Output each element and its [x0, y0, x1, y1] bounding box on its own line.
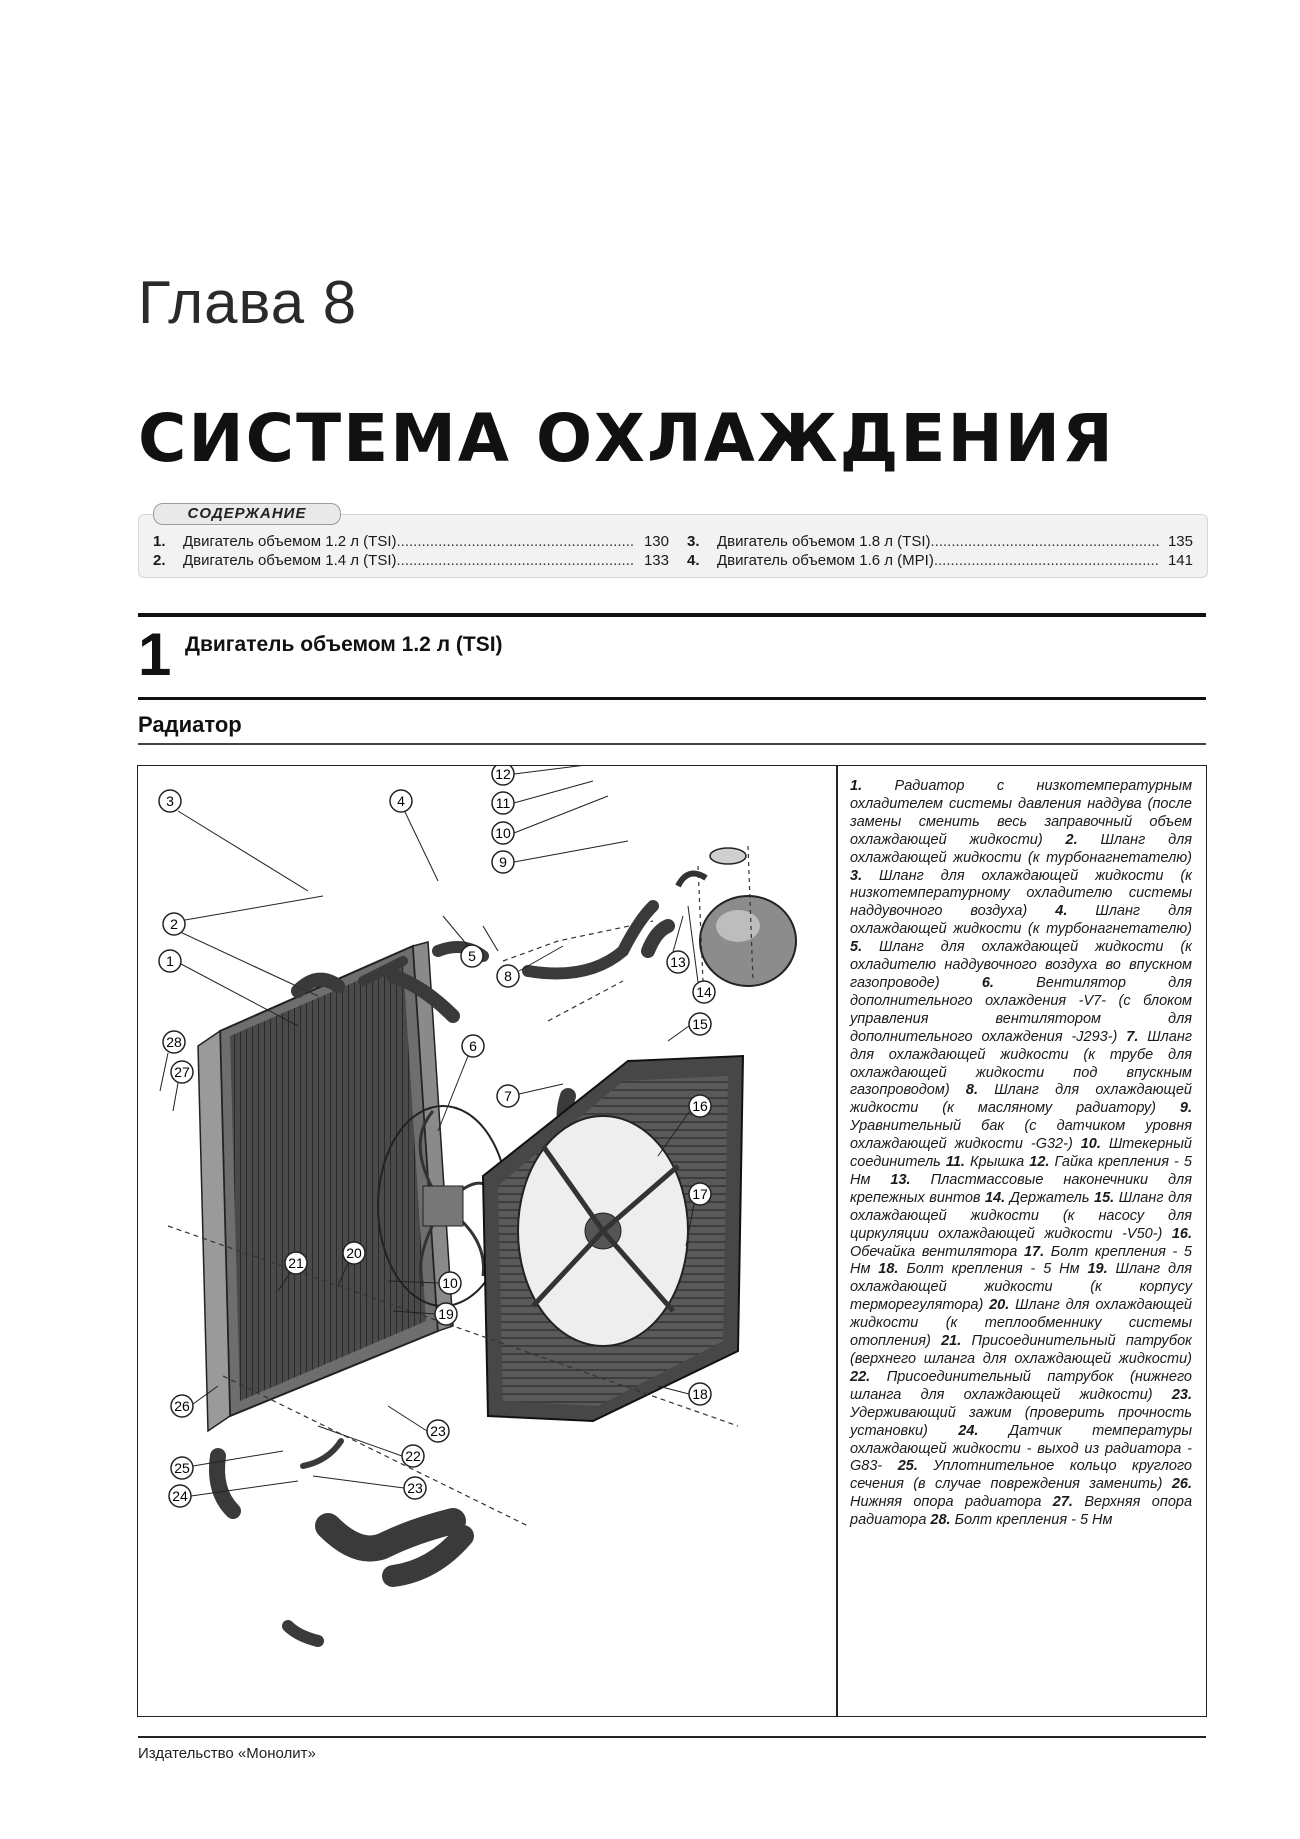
- legend-number: 13.: [890, 1171, 931, 1188]
- toc-entry-4[interactable]: 4. Двигатель объемом 1.6 л (MPI) ..... 141: [687, 552, 1193, 570]
- publisher-name: Издательство «Монолит»: [138, 1745, 316, 1762]
- legend-number: 8.: [965, 1082, 995, 1099]
- callout-2: [163, 896, 323, 935]
- legend-number: 2.: [1065, 831, 1101, 848]
- legend-number: 18.: [878, 1261, 907, 1278]
- svg-text:25: 25: [174, 1460, 190, 1476]
- legend-text: Шланг для охлаждающей жидкости (к масляному радиатору): [850, 1082, 1192, 1117]
- svg-text:20: 20: [346, 1245, 362, 1261]
- legend-number: 15.: [1094, 1189, 1119, 1206]
- legend-text: Шланг для охлаждающей жидкости (к насосу для циркуляции охлаждающей жидкости -V50-): [850, 1189, 1193, 1242]
- legend-text: Шланг для охлаждающей жидкости (к теплообменнику системы отопления): [850, 1297, 1192, 1350]
- svg-text:10: 10: [442, 1275, 458, 1291]
- legend-text: Присоединительный патрубок (верхнего шланга для охлаждающей жидкости): [850, 1333, 1193, 1367]
- legend-number: 14.: [985, 1189, 1010, 1206]
- svg-text:27: 27: [174, 1064, 190, 1080]
- legend-text: Пластмассовые наконечники для крепежных винтов: [850, 1171, 1192, 1206]
- callout-9: [492, 841, 628, 873]
- svg-text:11: 11: [495, 795, 511, 811]
- legend-number: 16.: [1171, 1225, 1192, 1242]
- callout-3: [159, 790, 308, 891]
- callout-4: [390, 790, 438, 881]
- svg-text:21: 21: [288, 1255, 304, 1271]
- figure-legend: [850, 778, 1192, 1530]
- legend-number: 10.: [1080, 1136, 1109, 1153]
- svg-text:24: 24: [172, 1488, 188, 1504]
- radiator-exploded-diagram: [138, 766, 835, 1714]
- legend-number: 22.: [850, 1368, 887, 1385]
- svg-text:18: 18: [692, 1386, 708, 1402]
- section-title: Двигатель объемом 1.2 л (TSI): [185, 633, 503, 656]
- callout-23a: [388, 1406, 449, 1442]
- legend-number: 9.: [1179, 1100, 1192, 1117]
- footer-rule: [138, 1736, 1206, 1738]
- callout-27: [171, 1061, 193, 1111]
- svg-text:16: 16: [692, 1098, 708, 1114]
- legend-number: 1.: [850, 778, 895, 794]
- legend-number: 20.: [989, 1297, 1016, 1314]
- svg-text:15: 15: [692, 1016, 708, 1032]
- svg-text:23: 23: [430, 1423, 446, 1439]
- section-rule-top: [138, 613, 1206, 617]
- legend-number: 21.: [941, 1333, 972, 1350]
- svg-text:9: 9: [499, 854, 507, 870]
- legend-number: 5.: [850, 939, 880, 956]
- svg-text:13: 13: [670, 954, 686, 970]
- callout-23b: [313, 1476, 426, 1499]
- legend-number: 11.: [945, 1154, 970, 1171]
- legend-text: Шланг для охлаждающей жидкости (к корпусу терморегулятора): [850, 1261, 1192, 1314]
- legend-text: Гайка крепления - 5 Нм: [850, 1154, 1192, 1188]
- legend-number: 6.: [981, 974, 1037, 991]
- legend-text: Крышка: [970, 1154, 1030, 1171]
- legend-number: 4.: [1055, 903, 1096, 920]
- svg-text:19: 19: [438, 1306, 454, 1322]
- legend-text: Удерживающий зажим (проверить прочность установки): [850, 1404, 1192, 1439]
- subsection-title: Радиатор: [138, 712, 242, 737]
- callout-12: [492, 766, 618, 785]
- legend-text: Уплотнительное кольцо круглого сечения (в случае повреждения заменить): [850, 1458, 1192, 1493]
- legend-text: Присоединительный патрубок (нижнего шланга для охлаждающей жидкости): [850, 1368, 1192, 1403]
- svg-text:6: 6: [469, 1038, 477, 1054]
- svg-text:8: 8: [504, 968, 512, 984]
- callout-6: [438, 1035, 484, 1131]
- legend-text: Верхняя опора радиатора: [850, 1494, 1193, 1529]
- legend-number: 25.: [897, 1458, 934, 1475]
- callout-1: [159, 950, 298, 1026]
- legend-text: Шланг для охлаждающей жидкости (к турбонагнетателю): [850, 831, 1193, 866]
- legend-text: Болт крепления - 5 Нм: [850, 1243, 1192, 1278]
- legend-number: 26.: [1171, 1476, 1192, 1493]
- svg-text:1: 1: [166, 953, 174, 969]
- legend-text: Болт крепления - 5 Нм: [906, 1261, 1088, 1278]
- legend-text: Держатель: [1009, 1189, 1095, 1206]
- callout-25: [171, 1451, 283, 1479]
- legend-number: 27.: [1052, 1494, 1085, 1511]
- svg-text:14: 14: [696, 984, 712, 1000]
- legend-text: Уравнительный бак (с датчиком уровня охлаждающей жидкости -G32-): [850, 1118, 1192, 1153]
- legend-text: Радиатор с низкотемпературным охладителем системы давления наддува (после замены сменить весь заправочный объем охлаждающей жидкости): [850, 778, 1193, 848]
- legend-text: Шланг для охлаждающей жидкости (к турбонагнетателю): [850, 903, 1193, 938]
- legend-number: 17.: [1023, 1243, 1051, 1260]
- section-rule-bottom: [138, 697, 1206, 700]
- svg-text:3: 3: [166, 793, 174, 809]
- subsection-rule: [138, 743, 1206, 745]
- figure-divider: [836, 765, 838, 1717]
- svg-text:2: 2: [170, 916, 178, 932]
- callout-7: [497, 1084, 563, 1107]
- legend-number: 28.: [930, 1512, 955, 1529]
- legend-text: Шланг для охлаждающей жидкости (к охладителю наддувочного воздуха во впускном газопроводе): [850, 939, 1193, 991]
- legend-text: Шланг для охлаждающей жидкости (к низкотемпературному охладителю системы наддувочного воздуха): [850, 867, 1193, 920]
- radiator-part: [198, 942, 453, 1431]
- svg-text:5: 5: [468, 948, 476, 964]
- legend-text: Обечайка вентилятора: [850, 1243, 1024, 1260]
- svg-text:26: 26: [174, 1398, 190, 1414]
- chapter-label: Глава 8: [138, 269, 358, 336]
- legend-number: 23.: [1171, 1386, 1192, 1403]
- toc-entry-1[interactable]: 1. Двигатель объемом 1.2 л (TSI) ..... 130: [153, 533, 669, 551]
- callout-15: [668, 1013, 711, 1041]
- legend-text: Вентилятор для дополнительного охлаждения -V7- (с блоком управления вентилятором для дополнительного охлаждения -J293-): [850, 974, 1193, 1045]
- table-of-contents: [138, 505, 1208, 578]
- svg-text:22: 22: [405, 1448, 421, 1464]
- svg-text:7: 7: [504, 1088, 512, 1104]
- legend-text: Болт крепления - 5 Нм: [954, 1512, 1113, 1529]
- legend-number: 3.: [850, 867, 880, 884]
- svg-text:17: 17: [692, 1186, 708, 1202]
- section-number: 1: [138, 621, 172, 688]
- toc-entry-3[interactable]: 3. Двигатель объемом 1.8 л (TSI) ..... 135: [687, 533, 1193, 551]
- legend-number: 12.: [1029, 1154, 1055, 1171]
- legend-text: Шланг для охлаждающей жидкости (к трубе для охлаждающей жидкости под впускным газопроводом): [850, 1028, 1192, 1099]
- legend-text: Нижняя опора радиатора: [850, 1494, 1053, 1511]
- legend-number: 7.: [1126, 1028, 1148, 1045]
- svg-text:12: 12: [495, 766, 511, 782]
- chapter-title: СИСТЕМА ОХЛАЖДЕНИЯ: [138, 400, 1115, 477]
- svg-text:10: 10: [495, 825, 511, 841]
- toc-header: СОДЕРЖАНИЕ: [153, 503, 341, 525]
- svg-text:28: 28: [166, 1034, 182, 1050]
- svg-text:23: 23: [407, 1480, 423, 1496]
- legend-text: Штекерный соединитель: [850, 1136, 1192, 1171]
- legend-text: Датчик температуры охлаждающей жидкости - выход из радиатора -G83-: [850, 1422, 1192, 1475]
- svg-text:4: 4: [397, 793, 405, 809]
- legend-number: 19.: [1087, 1261, 1116, 1278]
- legend-number: 24.: [958, 1422, 1009, 1439]
- toc-entry-2[interactable]: 2. Двигатель объемом 1.4 л (TSI) ..... 133: [153, 552, 669, 570]
- callout-11: [492, 781, 593, 814]
